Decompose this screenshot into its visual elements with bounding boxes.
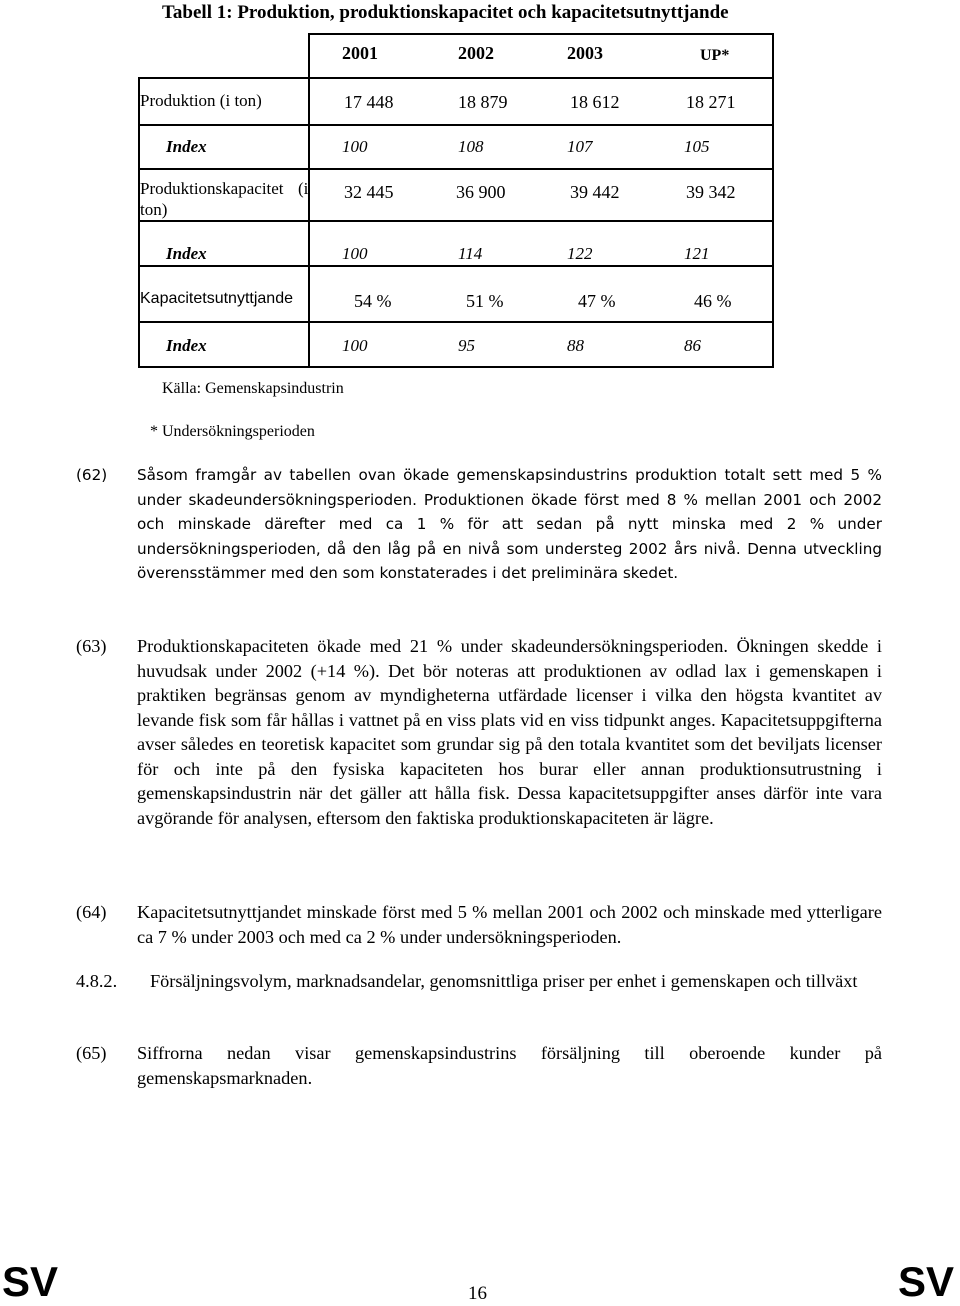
table-cell: 100 xyxy=(342,137,368,156)
table-cell: 18 271 xyxy=(686,92,736,112)
table-rule xyxy=(138,321,774,323)
table-rule xyxy=(138,168,774,170)
table-rule-right xyxy=(772,33,774,368)
row-label-kapacitet-line2: ton) xyxy=(140,200,168,219)
table-rule xyxy=(138,77,774,79)
row-label-produktion: Produktion (i ton) xyxy=(140,91,262,110)
table-cell: 95 xyxy=(458,336,475,355)
table-rule-left xyxy=(138,77,140,368)
table-source: Källa: Gemenskapsindustrin xyxy=(162,380,344,397)
table-rule xyxy=(138,265,774,267)
footer-language-right: SV xyxy=(898,1258,955,1305)
paragraph-64: Kapacitetsutnyttjandet minskade först med 5 % mellan 2001 och 2002 och minskade med ytterligare ca 7 % under 2003 och med ca 2 % under undersökningsperioden. xyxy=(137,902,882,947)
paragraph-number: (65) xyxy=(76,1043,107,1063)
table-footnote: * Undersökningsperioden xyxy=(150,423,315,440)
paragraph-63: Produktionskapaciteten ökade med 21 % under skadeundersökningsperioden. Ökningen skedde i huvudsak under 2002 (+14 %). Det bör noteras att produktionen av odlad lax i gemenskapen i praktiken begränsas genom av myndigheterna utfärdade licenser i vilka den högsta kvantitet av levande fisk som får hållas i vattnet på en viss plats vid en viss tidpunkt anges. Kapacitetsuppgifterna avser således en teoretisk kapacitet som grundar sig på den totala kvantitet som det beviljats licenser för och inte på den fysiska kapaciteten hos burar eller annan produktionsutrustning i gemenskapsindustrin när det gäller att hålla fisk. Dessa kapacitetsuppgifter anses därför inte vara avgörande för analysen, eftersom den faktiska produktionskapaciteten är lägre. xyxy=(137,636,882,828)
row-label-kapacitet-suffix: (i xyxy=(298,179,309,198)
table-cell: 100 xyxy=(342,336,368,355)
table-cell: 107 xyxy=(567,137,593,156)
table-cell: 86 xyxy=(684,336,701,355)
table-title: Tabell 1: Produktion, produktionskapacitet och kapacitetsutnyttjande xyxy=(162,2,729,23)
row-label-utnyttjande: Kapacitetsutnyttjande xyxy=(140,290,293,307)
paragraph-number: (62) xyxy=(76,466,108,484)
table-rule xyxy=(138,220,774,222)
row-label-index: Index xyxy=(166,336,207,355)
table-cell: 17 448 xyxy=(344,92,394,112)
paragraph-number: (63) xyxy=(76,636,107,656)
table-cell: 36 900 xyxy=(456,182,506,202)
footer-language-left: SV xyxy=(2,1258,59,1305)
page-number: 16 xyxy=(468,1283,487,1304)
table-cell: 105 xyxy=(684,137,710,156)
paragraph-number: (64) xyxy=(76,902,107,922)
table-cell: 100 xyxy=(342,244,368,263)
header-up: UP* xyxy=(700,47,730,64)
row-label-kapacitet: Produktionskapacitet xyxy=(140,179,284,198)
table-cell: 121 xyxy=(684,244,710,263)
table-cell: 46 % xyxy=(694,291,732,311)
table-rule-top xyxy=(308,33,774,35)
table-cell: 39 442 xyxy=(570,182,620,202)
table-cell: 88 xyxy=(567,336,584,355)
paragraph-65: Siffrorna nedan visar gemenskapsindustrins försäljning till oberoende kunder på gemenskapsmarknaden. xyxy=(137,1043,882,1088)
header-2002: 2002 xyxy=(458,43,494,63)
table-cell: 32 445 xyxy=(344,182,394,202)
table-cell: 108 xyxy=(458,137,484,156)
table-cell: 18 879 xyxy=(458,92,508,112)
table-cell: 114 xyxy=(458,244,483,263)
table-cell: 54 % xyxy=(354,291,392,311)
production-table xyxy=(138,33,774,368)
table-cell: 47 % xyxy=(578,291,616,311)
header-2003: 2003 xyxy=(567,43,603,63)
table-rule xyxy=(138,366,774,368)
table-cell: 122 xyxy=(567,244,593,263)
row-label-index: Index xyxy=(166,244,207,263)
paragraph-62: Såsom framgår av tabellen ovan ökade gemenskapsindustrins produktion totalt sett med 5 % under skadeundersökningsperioden. Produktionen ökade först med 8 % mellan 2001 och 2002 och minskade därefter med ca 1 % för att sedan på nytt minska med 2 % under undersökningsperioden, då den låg på en nivå som understeg 2002 års nivå. Denna utveckling överensstämmer med den som konstaterades i det preliminära skedet. xyxy=(137,466,882,582)
table-cell: 18 612 xyxy=(570,92,620,112)
header-2001: 2001 xyxy=(342,43,378,63)
table-cell: 39 342 xyxy=(686,182,736,202)
section-number: 4.8.2. xyxy=(76,971,118,991)
table-rule xyxy=(138,124,774,126)
table-cell: 51 % xyxy=(466,291,504,311)
table-rule-label xyxy=(308,33,310,368)
row-label-index: Index xyxy=(166,137,207,156)
section-title: Försäljningsvolym, marknadsandelar, genomsnittliga priser per enhet i gemenskapen och tillväxt xyxy=(150,971,858,991)
